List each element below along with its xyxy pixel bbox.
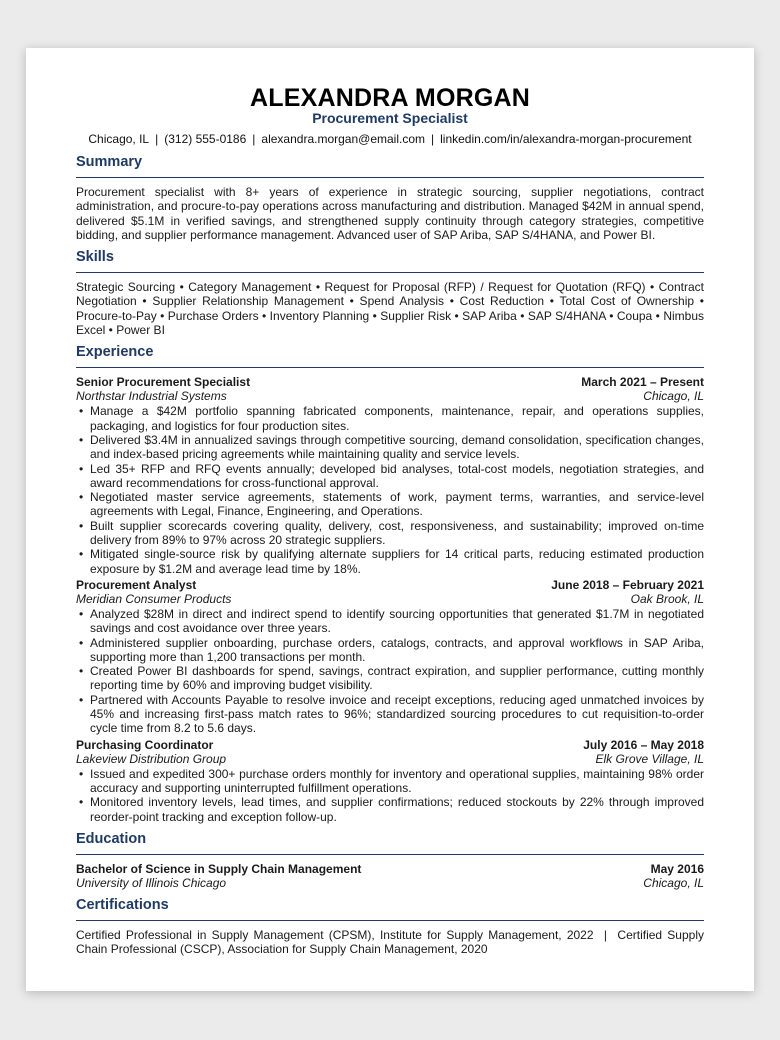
job-bullet bbox=[76, 795, 704, 824]
job-bullet bbox=[76, 664, 704, 693]
job-role: Senior Procurement Specialist bbox=[76, 375, 251, 390]
bullet-text: Manage a $42M portfolio spanning fabricated components, maintenance, repair, and operations supplies, packaging, and logistics for four production sites. bbox=[90, 404, 704, 433]
bullet-dot: • bbox=[79, 518, 84, 533]
bullet-text: Created Power BI dashboards for spend, savings, contract expiration, and supplier performance, cutting monthly reporting time by 60% and improving budget visibility. bbox=[90, 664, 704, 693]
summary-heading: Summary bbox=[76, 154, 704, 178]
job-company: Lakeview Distribution Group bbox=[76, 751, 227, 766]
job-bullet bbox=[76, 767, 704, 796]
contact-linkedin: linkedin.com/in/alexandra-morgan-procurement bbox=[440, 132, 692, 146]
certifications-heading: Certifications bbox=[76, 897, 704, 921]
bullet-text: Negotiated master service agreements, statements of work, payment terms, warranties, and service-level agreements with Legal, Finance, Engineering, and Operations. bbox=[90, 490, 704, 519]
certifications-text bbox=[76, 928, 704, 957]
skills-text: Strategic Sourcing • Category Management • Request for Proposal (RFP) / Request for Quotation (RFQ) • Contract Negotiation • Supplier Relationship Management • Spend Analysis • Cost Reduction • Total Cost of Ownership • Procure-to-Pay • Purchase Orders • Inventory Planning • Supplier Risk • SAP Ariba • SAP S/4HANA • Coupa • Nimbus Excel • Power BI bbox=[76, 280, 704, 338]
job-location: Chicago, IL bbox=[643, 389, 704, 404]
bullet-dot: • bbox=[79, 461, 84, 476]
bullet-dot: • bbox=[79, 766, 84, 781]
job-location: Oak Brook, IL bbox=[630, 591, 704, 606]
job-role: Procurement Analyst bbox=[76, 577, 197, 592]
bullet-dot: • bbox=[79, 606, 84, 621]
bullet-dot: • bbox=[79, 635, 84, 650]
bullet-text: Led 35+ RFP and RFQ events annually; developed bid analyses, total-cost models, negotiation strategies, and award recommendations for cross-functional approval. bbox=[90, 461, 704, 490]
bullet-text: Analyzed $28M in direct and indirect spend to identify sourcing opportunities that generated $1.7M in negotiated savings and cost avoidance over three years. bbox=[90, 606, 704, 636]
job-entry bbox=[76, 738, 704, 824]
candidate-name: ALEXANDRA MORGAN bbox=[249, 84, 531, 112]
bullet-dot: • bbox=[79, 404, 84, 419]
bullet-text: Partnered with Accounts Payable to resolve invoice and receipt exceptions, reducing aged unmatched invoices by 45% and increasing first-pass match rates to 96%; standardized sourcing procedures to cut requisition-to-order cycle time from 8.2 to 5.6 days. bbox=[90, 692, 704, 736]
education-location: Chicago, IL bbox=[643, 875, 704, 890]
bullet-text: Issued and expedited 300+ purchase orders monthly for inventory and operational supplies, maintaining 98% order accuracy and supporting uninterrupted fulfillment operations. bbox=[90, 766, 704, 795]
job-bullet bbox=[76, 404, 704, 433]
candidate-title: Procurement Specialist bbox=[312, 110, 468, 126]
bullet-text: Delivered $3.4M in annualized savings through competitive sourcing, demand consolidation, specification changes, and index-based pricing agreements while maintaining quality and service levels. bbox=[90, 432, 704, 462]
contact-separator: | bbox=[431, 132, 435, 146]
job-company: Northstar Industrial Systems bbox=[76, 389, 227, 404]
contact-separator: | bbox=[252, 132, 256, 146]
job-bullet bbox=[76, 462, 704, 491]
job-bullet bbox=[76, 607, 704, 636]
job-bullet bbox=[76, 547, 704, 576]
experience-heading: Experience bbox=[76, 344, 704, 368]
experience-list bbox=[76, 375, 704, 823]
education-date: May 2016 bbox=[650, 861, 704, 876]
skills-heading: Skills bbox=[76, 249, 704, 273]
education-degree: Bachelor of Science in Supply Chain Management bbox=[76, 861, 362, 876]
job-bullets bbox=[76, 607, 704, 736]
job-bullets bbox=[76, 404, 704, 576]
job-bullet bbox=[76, 490, 704, 519]
education-heading: Education bbox=[76, 831, 704, 855]
certification-separator: | bbox=[603, 927, 608, 942]
education-school: University of Illinois Chicago bbox=[76, 875, 227, 890]
resume-page bbox=[26, 48, 754, 991]
job-company: Meridian Consumer Products bbox=[76, 591, 232, 606]
bullet-text: Monitored inventory levels, lead times, and supplier confirmations; reduced stockouts by 22% through improved reorder-point tracking and exception follow-up. bbox=[90, 795, 704, 824]
contact-location: Chicago, IL bbox=[88, 132, 150, 146]
job-dates: March 2021 – Present bbox=[581, 375, 704, 390]
contact-line bbox=[76, 132, 704, 147]
bullet-dot: • bbox=[79, 490, 84, 505]
contact-separator: | bbox=[155, 132, 159, 146]
education-entry bbox=[76, 862, 704, 890]
job-bullet bbox=[76, 693, 704, 736]
bullet-text: Mitigated single-source risk by qualifying alternate suppliers for 14 critical parts, reducing estimated production exposure by $1.2M and average lead time by 18%. bbox=[90, 547, 704, 576]
contact-email: alexandra.morgan@email.com bbox=[261, 132, 425, 146]
job-dates: June 2018 – February 2021 bbox=[551, 577, 704, 592]
job-bullet bbox=[76, 636, 704, 665]
bullet-text: Built supplier scorecards covering quality, delivery, cost, responsiveness, and sustainability; improved on-time delivery from 89% to 97% across 20 strategic suppliers. bbox=[90, 518, 704, 548]
job-bullet bbox=[76, 519, 704, 548]
job-bullet bbox=[76, 433, 704, 462]
certification-item: Certified Supply Chain Professional (CSCP), Association for Supply Chain Management, 2020 bbox=[76, 927, 704, 957]
contact-phone: (312) 555-0186 bbox=[164, 132, 247, 146]
bullet-dot: • bbox=[79, 432, 84, 447]
job-bullets bbox=[76, 767, 704, 824]
bullet-dot: • bbox=[79, 547, 84, 562]
bullet-dot: • bbox=[79, 664, 84, 679]
job-dates: July 2016 – May 2018 bbox=[583, 737, 704, 752]
bullet-dot: • bbox=[79, 795, 84, 810]
summary-text: Procurement specialist with 8+ years of experience in strategic sourcing, supplier negotiations, contract administration, and procure-to-pay operations across manufacturing and distribution. Managed $42M in annual spend, delivered $5.1M in verified savings, and strengthened supply continuity through category strategies, competitive bidding, and supplier performance management. Advanced user of SAP Ariba, SAP S/4HANA, and Power BI. bbox=[76, 185, 704, 242]
certification-item: Certified Professional in Supply Management (CPSM), Institute for Supply Management, 2022 bbox=[76, 927, 594, 942]
job-location: Elk Grove Village, IL bbox=[595, 751, 704, 766]
bullet-text: Administered supplier onboarding, purchase orders, catalogs, contracts, and approval workflows in SAP Ariba, supporting more than 1,200 transactions per month. bbox=[90, 635, 704, 664]
job-entry bbox=[76, 578, 704, 736]
job-role: Purchasing Coordinator bbox=[76, 737, 214, 752]
bullet-dot: • bbox=[79, 692, 84, 707]
job-entry bbox=[76, 375, 704, 576]
